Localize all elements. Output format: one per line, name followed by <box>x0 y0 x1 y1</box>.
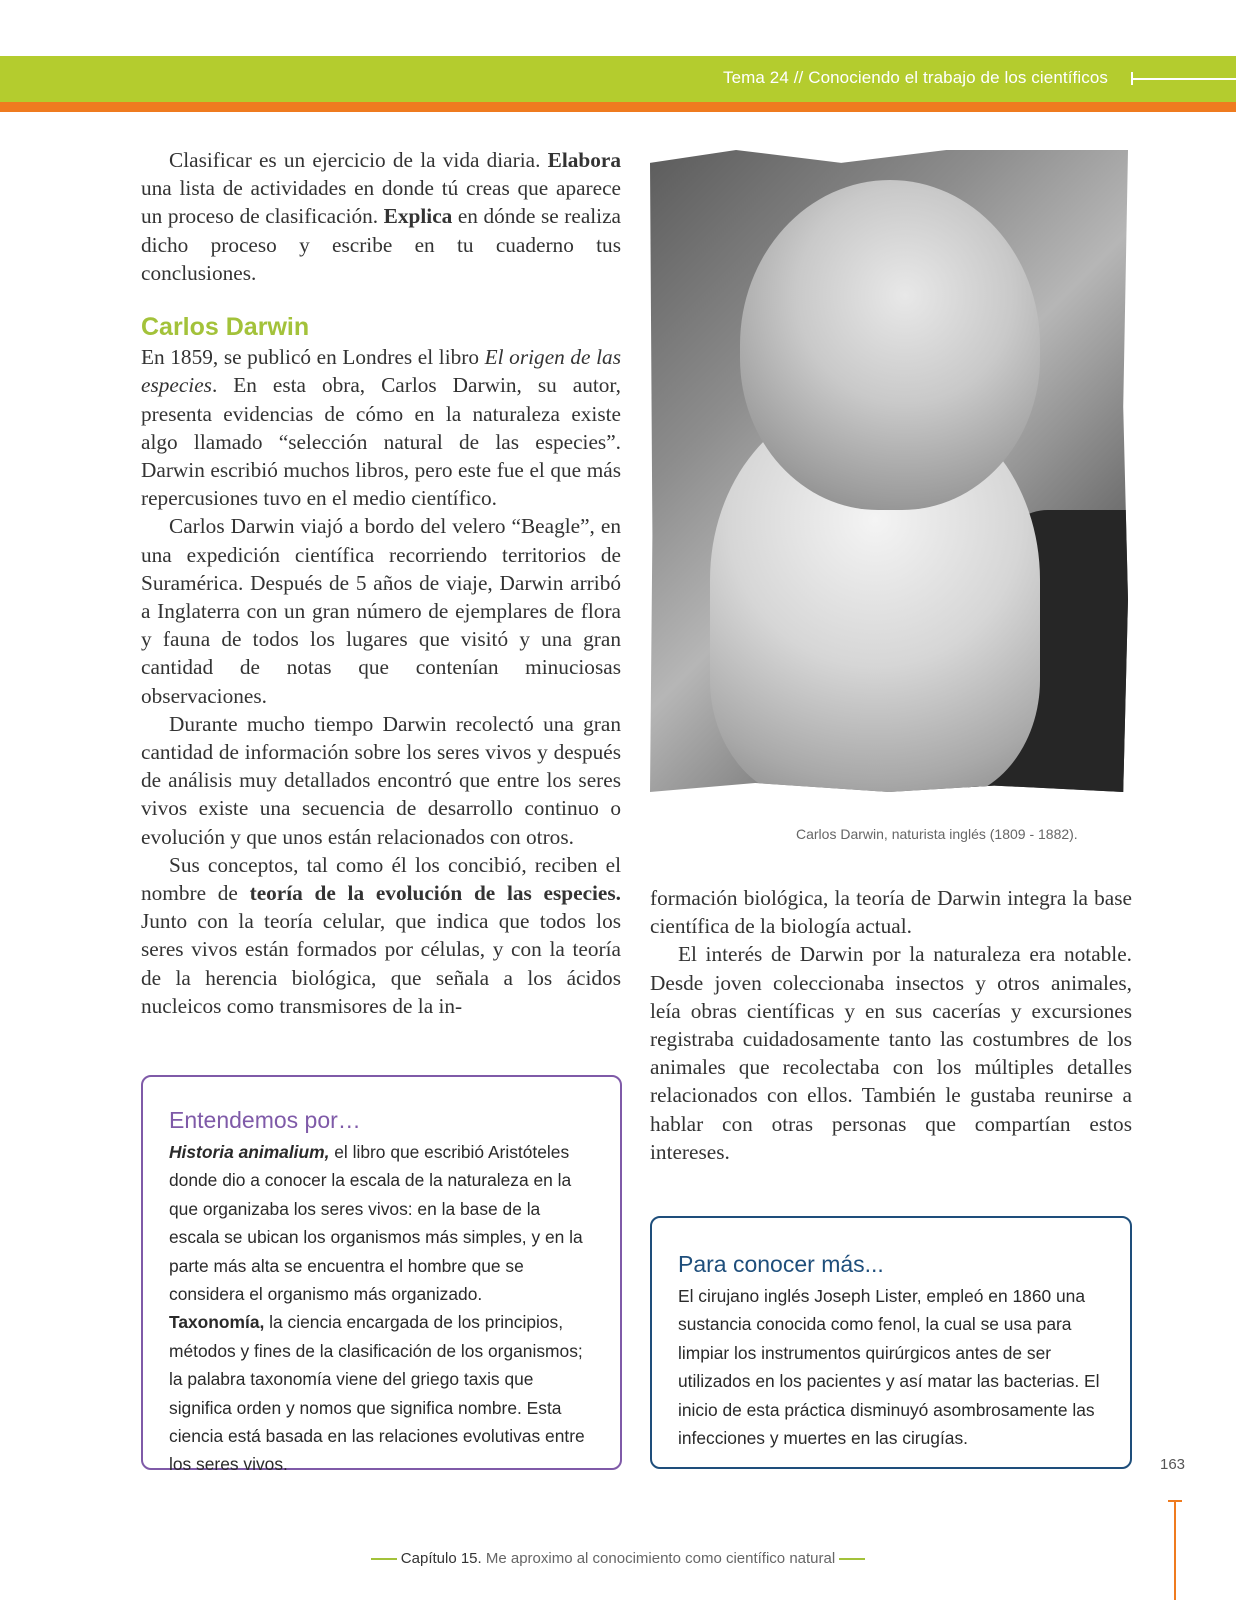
p1-text-b: . En esta obra, Carlos Darwin, su autor, presenta evidencias de cómo en la naturaleza existe algo llamado “selección natural de las especies”. Darwin escribió muchos libros, pero este fue el que más repercusiones tuvo en el medio científico. <box>141 373 621 511</box>
intro-text-3: en dónde se realiza dicho proceso y escribe en tu cuaderno tus conclusiones. <box>141 204 622 285</box>
topic-line <box>1132 78 1236 80</box>
def-historia: el libro que escribió Aristóteles donde dio a conocer la escala de la naturaleza en la que organizaba los seres vivos: en la base de la escala se ubican los organismos más simples, y en la parte más alta se encuentra el hombre que se considera el organismo más organizado. <box>169 1142 583 1305</box>
footer-chapter: Capítulo 15. <box>400 1550 482 1567</box>
darwin-paragraph-3: Durante mucho tiempo Darwin recolectó una gran cantidad de información sobre los seres vivos y después de análisis muy detallados encontró que entre los seres vivos existe una secuencia de desarrollo continuo o evolución y que unos están relacionados con otros. <box>141 711 621 849</box>
footer <box>0 1550 1236 1567</box>
left-column <box>141 146 621 1020</box>
darwin-paragraph-2: Carlos Darwin viajó a bordo del velero “Beagle”, en una expedición científica recorriendo territorios de Suramérica. Después de 5 años de viaje, Darwin arribó a Inglaterra con un gran número de ejemplares de flora y fauna de todos los lugares que visitó y una gran cantidad de notas que contenían minuciosas observaciones. <box>141 514 621 708</box>
definition-historia <box>169 1138 594 1308</box>
page-number: 163 <box>1160 1456 1186 1473</box>
intro-text-2: una lista de actividades en donde tú creas que aparece un proceso de clasificación. <box>141 176 621 229</box>
header-accent-bar <box>0 102 1236 112</box>
conocer-mas-title: Para conocer más... <box>678 1251 884 1277</box>
entendemos-title: Entendemos por… <box>169 1107 361 1133</box>
darwin-portrait-image <box>650 150 1128 792</box>
intro-bold-elabora: Elabora <box>547 148 621 172</box>
def-taxonomia: la ciencia encargada de los principios, métodos y fines de la clasificación de los organismos; la palabra taxonomía viene del griego taxis que significa orden y nomos que significa nombre. Esta ciencia está basada en las relaciones evolutivas entre los seres vivos. <box>169 1312 585 1475</box>
p4-text-a: Sus conceptos, tal como él los concibió, reciben el nombre de <box>141 852 621 906</box>
footer-line-left <box>371 1558 397 1560</box>
intro-bold-explica: Explica <box>383 204 453 229</box>
term-historia: Historia animalium, <box>169 1142 330 1162</box>
entendemos-box <box>141 1075 622 1475</box>
theory-name: teoría de la evolución de las especies. <box>249 881 622 906</box>
term-taxonomia: Taxonomía, <box>169 1312 265 1333</box>
portrait-head <box>740 180 1040 510</box>
conocer-mas-box <box>650 1216 1132 1469</box>
darwin-paragraph-4 <box>141 851 621 1020</box>
definition-taxonomia <box>169 1308 594 1478</box>
photo-caption: Carlos Darwin, naturista inglés (1809 - 1882). <box>796 826 1078 842</box>
topic-title: Tema 24 // Conociendo el trabajo de los científicos <box>723 68 1108 87</box>
p1-text-a: En 1859, se publicó en Londres el libro <box>141 345 485 370</box>
darwin-paragraph-1 <box>141 343 621 512</box>
book-title: El origen de las especies <box>141 345 621 398</box>
intro-paragraph <box>141 146 621 287</box>
intro-text-1: Clasificar es un ejercicio de la vida diaria. <box>169 148 548 172</box>
footer-title: Me aproximo al conocimiento como científico natural <box>481 1550 836 1567</box>
right-paragraph-1: formación biológica, la teoría de Darwin integra la base científica de la biología actual. <box>650 886 1132 939</box>
conocer-mas-text: El cirujano inglés Joseph Lister, empleó en 1860 una sustancia conocida como fenol, la cual se usa para limpiar los instrumentos quirúrgicos antes de ser utilizados en los pacientes y así matar las bacterias. El inicio de esta práctica disminuyó asombrosamente las infecciones y muertes en las cirugías. <box>678 1286 1100 1449</box>
footer-line-right <box>839 1558 865 1560</box>
right-paragraph-2: El interés de Darwin por la naturaleza era notable. Desde joven coleccionaba insectos y otros animales, leía obras científicas y en sus cacerías y excursiones registraba cuidadosamente tanto las costumbres de los animales que recolectaba con los múltiples detalles relacionados con ellos. También le gustaba reunirse a hablar con otras personas que compartían estos intereses. <box>650 942 1132 1164</box>
right-column <box>650 884 1132 1166</box>
section-heading: Carlos Darwin <box>141 313 310 342</box>
p4-text-b: Junto con la teoría celular, que indica que todos los seres vivos están formados por células, y con la teoría de la herencia biológica, que señala a los ácidos nucleicos como transmisores de la in- <box>141 909 621 1018</box>
